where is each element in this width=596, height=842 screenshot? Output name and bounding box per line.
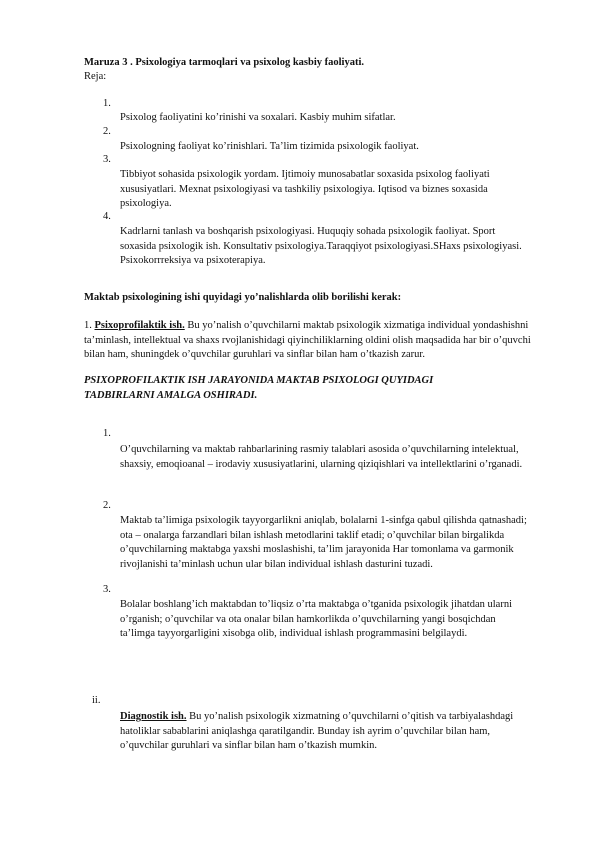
plan-label: Reja:	[84, 71, 107, 82]
plan-item-2: Psixologning faoliyat ko’rinishlari. Ta’lim tizimida psixologik faoliyat.	[120, 141, 419, 152]
plan-number-1: 1.	[103, 98, 111, 109]
task-number-3: 3.	[103, 584, 111, 595]
plan-item-1: Psixolog faoliyatini ko’rinishi va soxalari. Kasbiy muhim sifatlar.	[120, 112, 396, 123]
paragraph-diagnostic	[120, 710, 532, 754]
plan-item-3: Tibbiyot sohasida psixologik yordam. Ijtimoiy munosabatlar soxasida psixolog faoliyati xususiyatlari. Mexnat psixologiyasi va tashkiliy psixologiya. Iqtisod va biznes soxasida psixologiya.	[120, 169, 490, 209]
caps-heading: PSIXOPROFILAKTIK ISH JARAYONIDA MAKTAB PSIXOLOGI QUYIDAGI TADBIRLARNI AMALGA OSHIRADI.	[84, 375, 434, 401]
paragraph-text: Bu yo’nalish psixologik xizmatning o’quvchilarni o’qitish va tarbiyalashdagi hatoliklar sabablarini aniqlashga qaratilgandir. Bunday ish ayrim o’quvchilar bilan ham, o’quvchilar guruhlari va sinflar bilan ham o’tkazish mumkin.	[120, 711, 514, 751]
task-number-1: 1.	[103, 428, 111, 439]
paragraph-text: Bu yo’nalish o’quvchilarni maktab psixologik xizmatiga individual yondashishni ta’minlash, intellektual va shaxs rvojlanishidagi qiyinchiliklarning oldini olish maqsadida har bir o’quvchi bilan ham, shuningdek o’quvchilar guruhlari va sinflar bilan ham o’tkazish zarur.	[84, 320, 531, 360]
paragraph-number: 1.	[84, 320, 92, 331]
lecture-title: Maruza 3 . Psixologiya tarmoqlari va psixolog kasbiy faoliyati.	[84, 57, 364, 68]
plan-number-3: 3.	[103, 154, 111, 165]
roman-number-ii: ii.	[92, 695, 101, 706]
term-diagnostic: Diagnostik ish.	[120, 711, 187, 722]
plan-item-4: Kadrlarni tanlash va boshqarish psixologiyasi. Huquqiy sohada psixologik faoliyat. Sport soxasida psixologik ish. Konsultativ psixologiya.Taraqqiyot psixologiyasi.SHaxs psixologiyasi. Psixokorrreksiya va psixoterapiya.	[120, 226, 522, 266]
task-item-2: Maktab ta’limiga psixologik tayyorgarlikni aniqlab, bolalarni 1-sinfga qabul qilishda qatnashadi; ota – onalarga farzandlari bilan ishlash metodlarini taklif etadi; o’quvchilar bilan birgalikda o’quvchilarning maktabga yaxshi moslashishi, ta’lim jarayonida Har tomonlama va garmonik rivojlanishi ta’minlash uchun ular bilan individual ishlash dasturini tuzadi.	[120, 515, 527, 570]
term-psychoprophylactic: Psixoprofilaktik ish.	[94, 320, 185, 331]
paragraph-psychoprophylactic	[84, 319, 532, 363]
plan-number-4: 4.	[103, 211, 111, 222]
task-item-1: O’quvchilarning va maktab rahbarlarining rasmiy talablari asosida o’quvchilarning intelektual, shaxsiy, emoqioanal – irodaviy xususiyatlarini, ularning qiziqishlari va intellektlarini o’rganadi.	[120, 444, 523, 470]
section-heading: Maktab psixologining ishi quyidagi yo’nalishlarda olib borilishi kerak:	[84, 292, 402, 303]
task-item-3: Bolalar boshlang’ich maktabdan to’liqsiz o’rta maktabga o’tganida psixologik jihatdan ularni o’rganish; o’quvchilar va ota onalar bilan hamkorlikda o’quvchilarning yangi bosqichdan ta’limga tayyorgarligini xisobga olib, individual ishlash programmasini belgilaydi.	[120, 599, 512, 639]
plan-number-2: 2.	[103, 126, 111, 137]
task-number-2: 2.	[103, 500, 111, 511]
